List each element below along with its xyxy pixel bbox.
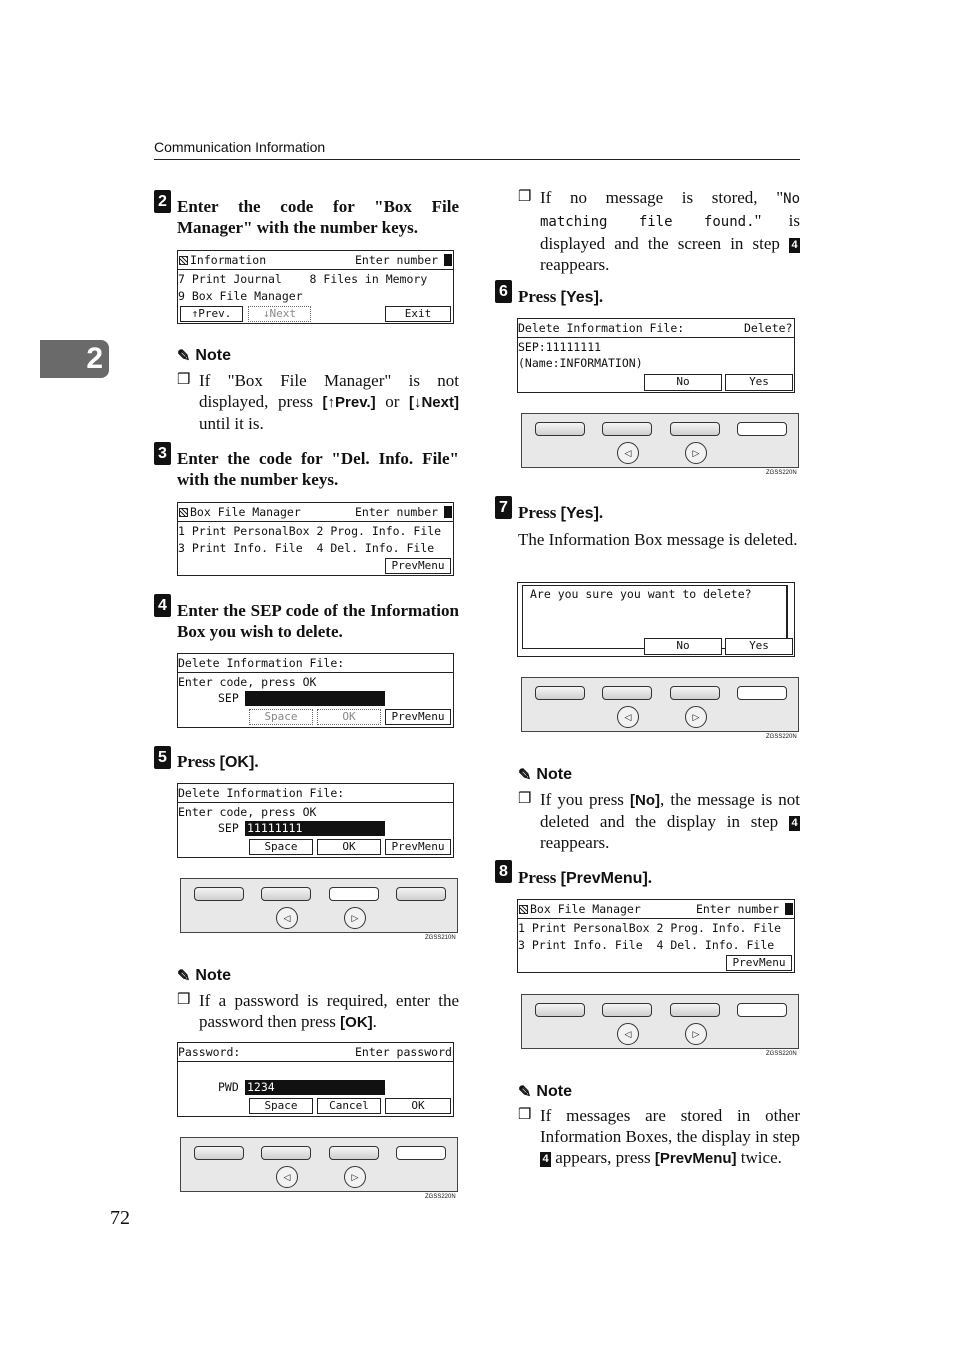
no-button[interactable]: No <box>644 638 722 655</box>
screen-title: Information <box>190 253 267 267</box>
step-number: 3 <box>154 442 171 465</box>
step-body-text: The Information Box message is deleted. <box>518 530 798 549</box>
selection-key[interactable] <box>670 422 720 436</box>
screen-title: Box File Manager <box>530 902 641 916</box>
step-number: 2 <box>154 190 171 213</box>
pencil-icon: ✎ <box>518 1084 532 1101</box>
step-text: Enter the SEP code of the Information Box you wish to delete. <box>177 601 459 641</box>
note-label: Note <box>195 967 231 984</box>
note-text <box>199 990 459 1033</box>
separator <box>178 269 453 270</box>
selection-key-highlighted[interactable] <box>737 686 787 700</box>
pencil-icon: ✎ <box>177 968 191 985</box>
key-prevmenu: [PrevMenu] <box>654 1150 737 1167</box>
note-heading <box>518 1082 572 1102</box>
screen-title: Password: <box>178 1045 241 1059</box>
screen-hint: Enter number <box>355 505 439 519</box>
step-ref: 4 <box>540 1152 551 1167</box>
right-arrow-icon[interactable]: ▷ <box>344 907 366 929</box>
step-number: 5 <box>154 746 171 769</box>
selection-key[interactable] <box>535 686 585 700</box>
message-text: No matching file found. <box>540 191 800 230</box>
pencil-icon: ✎ <box>518 767 532 784</box>
prevmenu-button[interactable]: PrevMenu <box>385 839 451 855</box>
step-text <box>518 867 652 889</box>
menu-line: 1 Print PersonalBox 2 Prog. Info. File <box>178 524 442 538</box>
key-ok: [OK] <box>340 1014 373 1031</box>
prevmenu-button[interactable]: PrevMenu <box>385 709 451 725</box>
lcd-screen-password <box>177 1042 454 1117</box>
folder-icon <box>519 905 528 914</box>
prev-button[interactable]: ↑Prev. <box>180 306 243 322</box>
left-arrow-icon[interactable]: ◁ <box>276 907 298 929</box>
exit-button[interactable]: Exit <box>385 306 451 322</box>
left-arrow-icon[interactable]: ◁ <box>617 442 639 464</box>
screen-title: Delete Information File: <box>178 656 345 670</box>
screen-hint: Enter number <box>355 253 439 267</box>
screen-title-row <box>179 505 301 519</box>
note-item <box>518 789 800 853</box>
sep-code-line: SEP:11111111 <box>518 340 602 354</box>
instruction-line: Enter code, press OK <box>178 675 317 689</box>
step-text: Enter the code for "Del. Info. File" with the number keys. <box>177 449 459 489</box>
selection-key-highlighted[interactable] <box>329 887 379 901</box>
step-number: 8 <box>495 860 512 883</box>
folder-icon <box>179 256 188 265</box>
note-text-part: until it is. <box>199 414 264 433</box>
key-prev: [↑Prev.] <box>322 394 376 411</box>
step-text-part: . <box>598 287 604 306</box>
note-heading <box>177 966 231 986</box>
step-text-part: Press <box>177 752 220 771</box>
instruction-line: Enter code, press OK <box>178 805 317 819</box>
password-input[interactable]: 1234 <box>245 1080 385 1095</box>
note-text <box>540 789 800 853</box>
step-text-part: Press <box>518 287 561 306</box>
note-item <box>518 1105 800 1169</box>
figure-code: ZGSS210N <box>425 935 456 941</box>
sep-label: SEP <box>218 691 239 705</box>
note-label: Note <box>536 766 572 783</box>
control-panel <box>521 677 799 732</box>
note-item <box>177 370 459 434</box>
left-arrow-icon[interactable]: ◁ <box>617 706 639 728</box>
checkbox-icon: ❒ <box>177 992 191 1008</box>
cursor-block <box>444 506 452 518</box>
screen-hint: Delete? <box>744 321 793 335</box>
note-text-part: " is displayed and the screen in step <box>540 211 801 253</box>
step-number: 4 <box>154 594 171 617</box>
screen-hint: Enter number <box>696 902 780 916</box>
chapter-tab: 2 <box>40 340 109 378</box>
selection-key[interactable] <box>602 1003 652 1017</box>
menu-line: 9 Box File Manager <box>178 289 303 303</box>
screen-title: Delete Information File: <box>178 786 345 800</box>
menu-line: 1 Print PersonalBox 2 Prog. Info. File <box>518 921 782 935</box>
selection-key[interactable] <box>535 1003 585 1017</box>
figure-code: ZGSS220N <box>425 1194 456 1200</box>
right-arrow-icon[interactable]: ▷ <box>344 1166 366 1188</box>
separator <box>178 521 453 522</box>
header-rule <box>154 159 800 160</box>
selection-key[interactable] <box>602 422 652 436</box>
key-next: [↓Next] <box>408 394 459 411</box>
key-prevmenu: [PrevMenu] <box>560 870 648 887</box>
control-panel <box>180 878 458 933</box>
ok-button[interactable]: OK <box>385 1098 451 1114</box>
note-label: Note <box>536 1083 572 1100</box>
running-header: Communication Information <box>154 139 326 155</box>
prevmenu-button[interactable]: PrevMenu <box>385 558 451 574</box>
key-ok: [OK] <box>219 754 255 771</box>
control-panel <box>521 994 799 1049</box>
step-text <box>177 751 259 773</box>
note-text <box>540 187 800 275</box>
separator <box>178 672 453 673</box>
step-text-part: Press <box>518 503 561 522</box>
note-text-part: or <box>375 392 409 411</box>
lcd-screen-delete-info-file-entered <box>177 783 454 858</box>
lcd-screen-box-file-manager <box>517 899 795 973</box>
right-arrow-icon[interactable]: ▷ <box>685 1023 707 1045</box>
selection-key[interactable] <box>261 1146 311 1160</box>
step-text: Enter the code for "Box File Manager" with the number keys. <box>177 197 459 237</box>
note-text-part: reappears. <box>540 255 610 274</box>
lcd-screen-delete-confirm <box>517 318 795 393</box>
step-text-part: . <box>254 752 259 771</box>
note-heading <box>518 765 572 785</box>
note-item <box>177 990 459 1033</box>
note-text-part: appears, press <box>551 1148 655 1167</box>
checkbox-icon: ❒ <box>518 791 532 807</box>
note-text <box>199 370 459 434</box>
control-panel <box>521 413 799 468</box>
yes-button[interactable]: Yes <box>725 638 793 655</box>
menu-line: 3 Print Info. File 4 Del. Info. File <box>178 541 435 555</box>
right-arrow-icon[interactable]: ▷ <box>685 706 707 728</box>
name-line: (Name:INFORMATION) <box>518 356 643 370</box>
menu-line: 7 Print Journal 8 Files in Memory <box>178 272 428 286</box>
note-heading <box>177 346 231 366</box>
page-number: 72 <box>110 1207 130 1229</box>
yes-button[interactable]: Yes <box>725 374 793 391</box>
figure-code: ZGSS220N <box>766 734 797 740</box>
figure-code: ZGSS220N <box>766 470 797 476</box>
key-no: [No] <box>630 792 661 809</box>
sep-code-input[interactable]: 11111111 <box>245 821 385 836</box>
step-text-part: Press <box>518 868 561 887</box>
lcd-screen-information <box>177 250 454 324</box>
note-item <box>518 187 800 275</box>
note-text-part: reappears. <box>540 833 610 852</box>
sep-code-input[interactable] <box>245 691 385 706</box>
key-yes: [Yes] <box>560 505 599 522</box>
right-arrow-icon[interactable]: ▷ <box>685 442 707 464</box>
separator <box>518 918 794 919</box>
step-text-part: . <box>647 868 653 887</box>
selection-key[interactable] <box>396 887 446 901</box>
checkbox-icon: ❒ <box>177 372 191 388</box>
separator <box>178 1061 453 1062</box>
screen-title: Box File Manager <box>190 505 301 519</box>
selection-key[interactable] <box>261 887 311 901</box>
selection-key[interactable] <box>329 1146 379 1160</box>
space-button[interactable]: Space <box>249 709 313 725</box>
space-button[interactable]: Space <box>249 839 313 855</box>
selection-key[interactable] <box>670 1003 720 1017</box>
note-text-part: If messages are stored in other Information Boxes, the display in step <box>540 1106 800 1146</box>
step-text <box>518 286 603 308</box>
control-panel <box>180 1137 458 1192</box>
menu-line: 3 Print Info. File 4 Del. Info. File <box>518 938 775 952</box>
selection-key[interactable] <box>602 686 652 700</box>
confirm-message: Are you sure you want to delete? <box>530 587 752 601</box>
screen-title-row <box>519 902 641 916</box>
selection-key[interactable] <box>194 887 244 901</box>
prevmenu-button[interactable]: PrevMenu <box>726 955 792 971</box>
note-text <box>540 1105 800 1169</box>
separator <box>178 802 453 803</box>
selection-key[interactable] <box>670 686 720 700</box>
note-text-part: If "Box File Manager" is not displayed, press <box>199 371 459 411</box>
step-number: 6 <box>495 280 512 303</box>
lcd-screen-are-you-sure <box>517 582 795 657</box>
figure-code: ZGSS220N <box>766 1051 797 1057</box>
separator <box>518 337 794 338</box>
checkbox-icon: ❒ <box>518 1107 532 1123</box>
screen-hint: Enter password <box>355 1045 452 1059</box>
selection-key-highlighted[interactable] <box>396 1146 446 1160</box>
cursor-block <box>785 903 793 915</box>
note-text-part: If a password is required, enter the password then press <box>199 991 459 1031</box>
no-button[interactable]: No <box>644 374 722 391</box>
note-label: Note <box>195 347 231 364</box>
next-button[interactable]: ↓Next <box>248 306 311 322</box>
left-arrow-icon[interactable]: ◁ <box>617 1023 639 1045</box>
lcd-screen-delete-info-file <box>177 653 454 728</box>
lcd-screen-box-file-manager <box>177 502 454 576</box>
step-text <box>518 502 603 524</box>
ok-button[interactable]: OK <box>317 839 381 855</box>
checkbox-icon: ❒ <box>518 189 532 205</box>
screen-title-row <box>179 253 266 267</box>
selection-key-highlighted[interactable] <box>737 1003 787 1017</box>
ok-button[interactable]: OK <box>317 709 381 725</box>
step-ref: 4 <box>789 816 800 831</box>
note-text-part: If no message is stored, " <box>540 188 784 207</box>
screen-title: Delete Information File: <box>518 321 685 335</box>
space-button[interactable]: Space <box>249 1098 313 1114</box>
selection-key-highlighted[interactable] <box>737 422 787 436</box>
step-ref: 4 <box>789 238 800 253</box>
left-arrow-icon[interactable]: ◁ <box>276 1166 298 1188</box>
selection-key[interactable] <box>194 1146 244 1160</box>
note-text-part: , the message is not deleted and the display in step <box>540 790 801 831</box>
note-text-part: If you press <box>540 790 631 809</box>
pwd-label: PWD <box>218 1080 239 1094</box>
note-text-part: twice. <box>736 1148 782 1167</box>
cancel-button[interactable]: Cancel <box>317 1098 381 1114</box>
step-text-part: . <box>598 503 604 522</box>
cursor-block <box>444 254 452 266</box>
folder-icon <box>179 508 188 517</box>
key-yes: [Yes] <box>560 289 599 306</box>
sep-label: SEP <box>218 821 239 835</box>
step-number: 7 <box>495 496 512 519</box>
selection-key[interactable] <box>535 422 585 436</box>
note-text-part: . <box>372 1012 377 1031</box>
pencil-icon: ✎ <box>177 348 191 365</box>
